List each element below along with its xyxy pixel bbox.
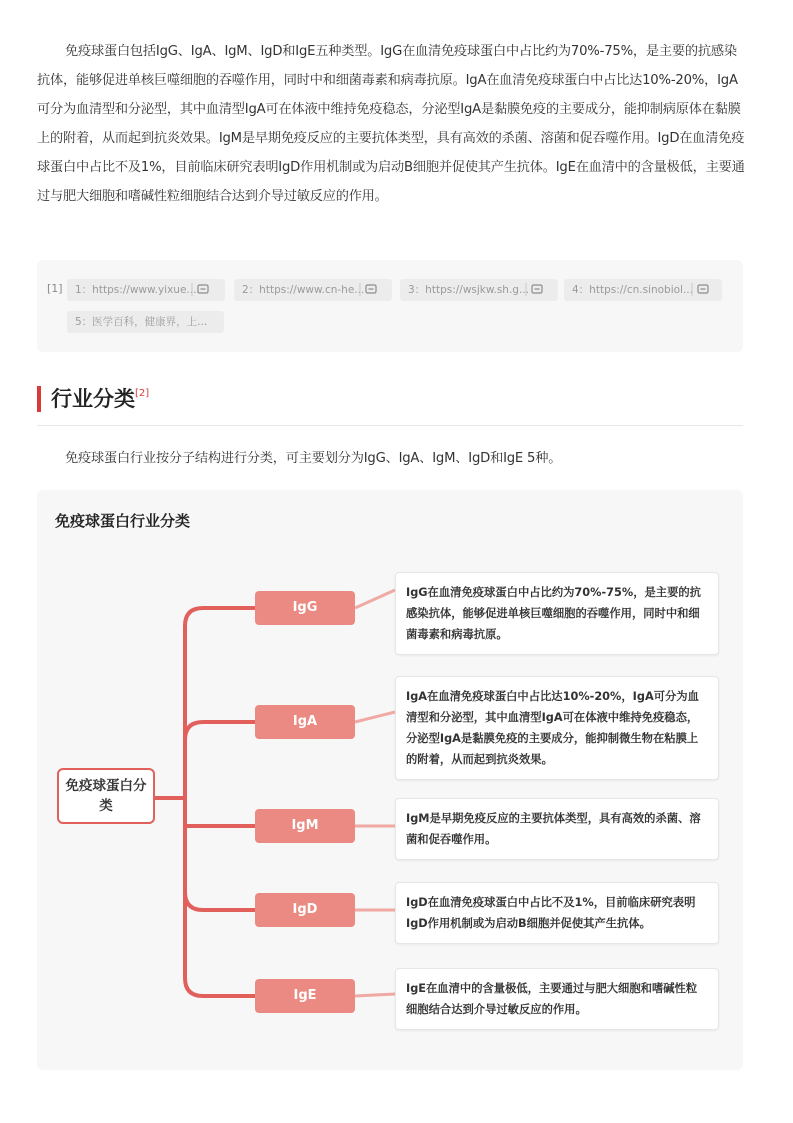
- section-divider: [37, 425, 743, 426]
- references-box: [37, 260, 743, 352]
- desc-ige: IgE在血清中的含量极低，主要通过与肥大细胞和嗜碱性粒细胞结合达到介导过敏反应的作用。: [395, 968, 719, 1030]
- section-paragraph: 免疫球蛋白行业按分子结构进行分类，可主要划分为IgG、IgA、IgM、IgD和IgE 5种。: [65, 451, 562, 466]
- classification-diagram-card: [37, 490, 743, 1070]
- reference-link-2[interactable]: [234, 279, 392, 301]
- diagram-title: 免疫球蛋白行业分类: [55, 512, 191, 530]
- section-accent-bar: [37, 386, 41, 412]
- connector-igm: [185, 798, 255, 826]
- desc-igm: IgM是早期免疫反应的主要抗体类型，具有高效的杀菌、溶菌和促吞噬作用。: [395, 798, 719, 860]
- reference-text: 5：医学百科，健康界，上...: [75, 316, 208, 328]
- section-title: [51, 383, 149, 413]
- connector-iga: [185, 722, 255, 798]
- reference-link-5[interactable]: [67, 311, 224, 333]
- reference-text: 2：https://www.cn-he...: [242, 284, 365, 296]
- diagram-root-node: 免疫球蛋白分类: [57, 768, 155, 824]
- section-title-text: 行业分类: [51, 387, 135, 411]
- reference-text: 1：https://www.yixue....: [75, 284, 200, 296]
- link-ige: [355, 994, 395, 996]
- node-igg: IgG: [255, 591, 355, 625]
- node-iga: IgA: [255, 705, 355, 739]
- node-igd: IgD: [255, 893, 355, 927]
- connector-igg: [185, 608, 255, 798]
- link-igg: [355, 590, 395, 608]
- desc-igd: IgD在血清免疫球蛋白中占比不及1%，目前临床研究表明IgD作用机制或为启动B细胞并促使其产生抗体。: [395, 882, 719, 944]
- reference-text: 3：https://wsjkw.sh.g...: [408, 284, 529, 296]
- reference-link-3[interactable]: [400, 279, 558, 301]
- desc-iga: IgA在血清免疫球蛋白中占比达10%-20%，IgA可分为血清型和分泌型，其中血清型IgA可在体液中维持免疫稳态，分泌型IgA是黏膜免疫的主要成分，能抑制微生物在粘膜上的附着，从而起到抗炎效果。: [395, 676, 719, 780]
- reference-link-1[interactable]: [67, 279, 225, 301]
- node-igm: IgM: [255, 809, 355, 843]
- reference-label: [1]: [47, 282, 63, 295]
- desc-igg: IgG在血清免疫球蛋白中占比约为70%-75%，是主要的抗感染抗体，能够促进单核巨噬细胞的吞噬作用，同时中和细菌毒素和病毒抗原。: [395, 572, 719, 655]
- connector-igd: [185, 798, 255, 910]
- reference-text: 4：https://cn.sinobiol...: [572, 284, 693, 296]
- node-ige: IgE: [255, 979, 355, 1013]
- intro-paragraph: 免疫球蛋白包括IgG、IgA、IgM、IgD和IgE五种类型。IgG在血清免疫球蛋白中占比约为70%-75%，是主要的抗感染抗体，能够促进单核巨噬细胞的吞噬作用，同时中和细菌毒素和病毒抗原。IgA在血清免疫球蛋白中占比达10%-20%，IgA可分为血清型和分泌型，其中血清型IgA可在体液中维持免疫稳态，分泌型IgA是黏膜免疫的主要成分，能抑制病原体在黏膜上的附着，从而起到抗炎效果。IgM是早期免疫反应的主要抗体类型，具有高效的杀菌、溶菌和促吞噬作用。IgD在血清免疫球蛋白中占比不及1%，目前临床研究表明IgD作用机制或为启动B细胞并促使其产生抗体。IgE在血清中的含量极低，主要通过与肥大细胞和嗜碱性粒细胞结合达到介导过敏反应的作用。: [37, 44, 745, 204]
- section-reference[interactable]: [2]: [135, 388, 150, 399]
- link-iga: [355, 712, 395, 722]
- reference-link-4[interactable]: [564, 279, 722, 301]
